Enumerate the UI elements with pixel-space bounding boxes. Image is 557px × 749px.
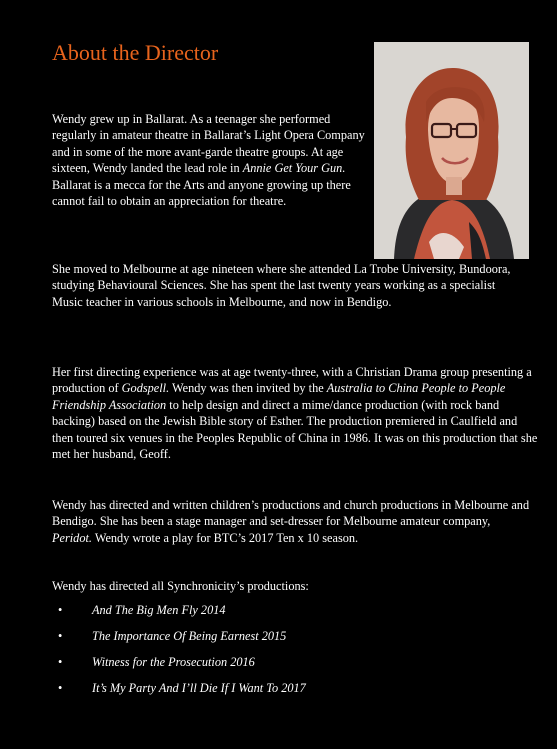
production-title: It’s My Party And I’ll Die If I Want To 2017: [92, 681, 306, 695]
synchronicity-intro: Wendy has directed all Synchronicity’s productions:: [52, 579, 309, 593]
godspell-title: Godspell.: [121, 381, 170, 396]
childhood-text-continued: Ballarat is a mecca for the Arts and anyone growing up there cannot fail to obtain an appreciation for theatre.: [52, 177, 351, 209]
directing-experience-paragraph: [52, 364, 538, 462]
bullet-icon: •: [58, 655, 63, 669]
productions-paragraph: [52, 497, 530, 546]
production-title: And The Big Men Fly 2014: [92, 603, 226, 617]
bullet-icon: •: [58, 629, 63, 643]
production-title: The Importance Of Being Earnest 2015: [92, 629, 287, 643]
directing-text: Her first directing experience was at age twenty-three, with a Christian Drama group presenting a production of: [52, 365, 532, 396]
director-portrait-photo: [374, 42, 529, 259]
directing-text-2: Wendy was then invited by the: [169, 381, 327, 396]
annie-get-your-gun-title: Annie Get Your Gun.: [242, 161, 346, 176]
education-paragraph: She moved to Melbourne at age nineteen where she attended La Trobe University, Bundoora, studying Behavioural Sciences. She has spent the last twenty years working as a specialist Music teacher in various schools in Melbourne, and now in Bendigo.: [52, 262, 511, 309]
childhood-text: Wendy grew up in Ballarat. As a teenager she performed regularly in amateur theatre in Ballarat’s Light Opera Company and in some of the more avant-garde theatre groups. At age sixteen, Wendy landed the lead role in: [52, 112, 365, 176]
productions-text-2: Wendy wrote a play for BTC’s 2017 Ten x 10 season.: [91, 530, 359, 545]
peridot-company-name: Peridot.: [52, 530, 92, 545]
bullet-icon: •: [58, 603, 63, 617]
page-title: About the Director: [52, 40, 219, 65]
production-title: Witness for the Prosecution 2016: [92, 655, 255, 669]
portrait-illustration: [374, 42, 529, 259]
bullet-icon: •: [58, 681, 63, 695]
directing-text-3: to help design and direct a mime/dance production (with rock band backing) based on the Jewish Bible story of Esther. The production premiered in Caulfield and then toured six venues in the Peoples Republic of China in 1986. It was on this production that she met her husband, Geoff.: [52, 397, 538, 462]
productions-text: Wendy has directed and written children’s productions and church productions in Melbourne and Bendigo. She has been a stage manager and set-dresser for Melbourne amateur company,: [52, 498, 530, 529]
childhood-paragraph: [52, 111, 370, 209]
friendship-association-name: Australia to China People to People Friendship Association: [52, 381, 506, 412]
